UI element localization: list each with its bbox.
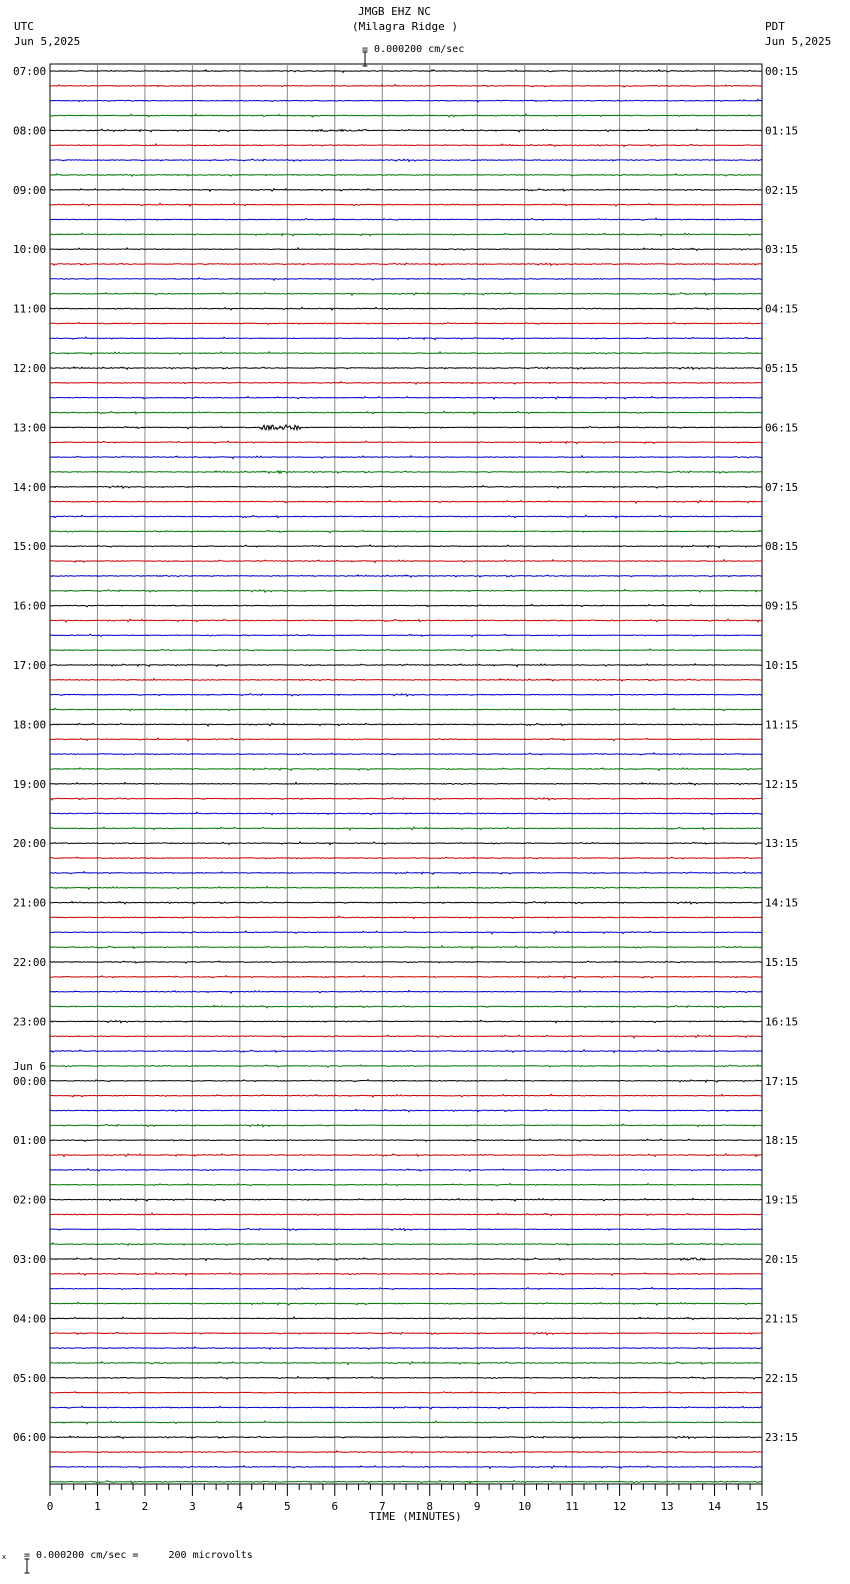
trace-line	[50, 1362, 762, 1365]
trace-line	[50, 590, 762, 593]
trace-line	[50, 1332, 762, 1334]
trace-line	[50, 723, 762, 726]
pdt-hour-label: 10:15	[765, 659, 799, 672]
trace-line	[50, 857, 762, 859]
utc-hour-label: 05:00	[13, 1371, 47, 1385]
utc-hour-label: 02:00	[13, 1193, 47, 1207]
trace-line	[50, 1302, 762, 1305]
site-subtitle: (Milagra Ridge )	[352, 20, 458, 33]
trace-line	[50, 530, 762, 532]
trace-line	[50, 1213, 762, 1216]
footer-scale-label: = 0.000200 cm/sec = 200 microvolts	[24, 1550, 253, 1561]
trace-line	[50, 456, 762, 459]
trace-line	[50, 1480, 762, 1483]
trace-line	[50, 1094, 762, 1097]
trace-line	[50, 604, 762, 606]
trace-line	[50, 337, 762, 340]
utc-hour-label: 07:00	[13, 65, 47, 78]
pdt-hour-label: 23:15	[765, 1431, 799, 1445]
trace-line	[50, 1377, 762, 1380]
pdt-hour-label: 03:15	[765, 243, 799, 257]
trace-line	[50, 1258, 762, 1261]
pdt-hour-label: 02:15	[765, 183, 799, 197]
trace-line	[50, 961, 762, 963]
trace-line	[50, 931, 762, 934]
utc-hour-label: 17:00	[13, 659, 47, 672]
trace-line	[50, 1005, 762, 1007]
utc-hour-label: 23:00	[13, 1015, 47, 1029]
pdt-hour-label: 06:15	[765, 421, 799, 435]
trace-line	[50, 1050, 762, 1053]
trace-line	[50, 946, 762, 949]
utc-hour-label: 13:00	[13, 421, 47, 435]
trace-line	[50, 664, 762, 667]
pdt-hour-label: 21:15	[765, 1312, 799, 1326]
trace-line	[50, 203, 762, 206]
trace-line	[50, 1287, 762, 1289]
trace-line	[50, 708, 762, 711]
trace-line	[50, 990, 762, 993]
trace-line	[50, 768, 762, 771]
utc-hour-label: 21:00	[13, 896, 47, 910]
x-tick-label: 2	[141, 1500, 149, 1513]
x-tick-label: 13	[660, 1500, 674, 1513]
pdt-hour-label: 17:15	[765, 1074, 799, 1088]
trace-line	[50, 1436, 762, 1439]
trace-line	[50, 1198, 762, 1201]
trace-line	[50, 1139, 762, 1141]
pdt-hour-label: 13:15	[765, 837, 799, 851]
trace-line	[50, 1243, 762, 1246]
x-tick-label: 10	[518, 1500, 532, 1513]
x-tick-label: 0	[46, 1500, 54, 1513]
utc-hour-label: 06:00	[13, 1431, 47, 1445]
trace-line	[50, 144, 762, 147]
trace-line	[50, 842, 762, 845]
pdt-hour-label: 00:15	[765, 65, 799, 78]
utc-hour-label: 10:00	[13, 243, 47, 257]
pdt-hour-label: 20:15	[765, 1253, 799, 1266]
trace-line	[50, 902, 762, 905]
utc-hour-label: 14:00	[13, 480, 47, 494]
trace-line	[50, 872, 762, 875]
trace-line	[50, 159, 762, 161]
x-tick-label: 11	[565, 1500, 579, 1513]
pdt-hour-label: 18:15	[765, 1134, 799, 1148]
pdt-hour-label: 19:15	[765, 1193, 799, 1207]
x-tick-label: 14	[707, 1500, 722, 1513]
trace-line	[50, 129, 762, 132]
trace-line	[50, 218, 762, 220]
x-tick-label: 15	[755, 1500, 769, 1513]
pdt-hour-label: 04:15	[765, 302, 799, 316]
x-axis-title: TIME (MINUTES)	[369, 1510, 462, 1523]
trace-line	[50, 411, 762, 414]
utc-hour-label: 01:00	[13, 1134, 47, 1148]
pdt-hour-label: 15:15	[765, 956, 799, 969]
pdt-hour-label: 01:15	[765, 124, 799, 138]
x-tick-label: 3	[189, 1500, 196, 1513]
trace-line	[50, 189, 762, 192]
trace-line	[50, 174, 762, 177]
x-tick-label: 12	[612, 1500, 627, 1513]
trace-line	[50, 352, 762, 355]
trace-line	[50, 679, 762, 682]
utc-zone-label: UTC	[14, 20, 34, 33]
pdt-hour-label: 12:15	[765, 777, 799, 791]
trace-line	[50, 425, 762, 430]
utc-hour-label: 08:00	[13, 124, 47, 138]
utc-hour-label: 16:00	[13, 599, 47, 613]
trace-line	[50, 441, 762, 444]
trace-line	[50, 694, 762, 696]
x-tick-label: 6	[331, 1500, 339, 1513]
trace-line	[50, 619, 762, 622]
trace-line	[50, 397, 762, 400]
trace-line	[50, 649, 762, 651]
trace-line	[50, 248, 762, 251]
trace-line	[50, 976, 762, 979]
utc-hour-label: 09:00	[13, 183, 47, 197]
trace-line	[50, 1020, 762, 1023]
trace-line	[50, 798, 762, 800]
trace-line	[50, 293, 762, 296]
trace-line	[50, 486, 762, 489]
trace-line	[50, 85, 762, 87]
x-tick-label: 5	[284, 1500, 291, 1513]
station-title: JMGB EHZ NC	[358, 5, 431, 18]
plot-frame	[50, 64, 762, 1484]
trace-line	[50, 1451, 762, 1454]
pdt-hour-label: 11:15	[765, 718, 799, 732]
trace-line	[50, 114, 762, 117]
footer-mark: x	[2, 1553, 7, 1561]
pdt-hour-label: 09:15	[765, 599, 799, 613]
day-change-label: Jun 6	[13, 1059, 47, 1073]
x-tick-label: 1	[94, 1500, 101, 1513]
trace-line	[50, 278, 762, 281]
utc-hour-label: 03:00	[13, 1253, 47, 1266]
trace-line	[50, 1065, 762, 1067]
trace-line	[50, 738, 762, 741]
pdt-hour-label: 22:15	[765, 1371, 799, 1385]
scale-label: = 0.000200 cm/sec	[362, 44, 465, 55]
utc-hour-label: 19:00	[13, 777, 47, 791]
trace-line	[50, 382, 762, 385]
utc-hour-label: 00:00	[13, 1074, 47, 1088]
trace-line	[50, 545, 762, 548]
trace-line	[50, 916, 762, 919]
trace-line	[50, 1347, 762, 1350]
trace-line	[50, 886, 762, 889]
x-tick-label: 7	[378, 1500, 386, 1513]
trace-line	[50, 1109, 762, 1111]
utc-hour-label: 20:00	[13, 837, 47, 851]
trace-line	[50, 1184, 762, 1186]
footer-scale-bar-icon	[11, 1545, 17, 1561]
pdt-date-label: Jun 5,2025	[765, 35, 832, 48]
x-tick-label: 9	[473, 1500, 481, 1513]
trace-line	[50, 471, 762, 473]
trace-line	[50, 1273, 762, 1276]
trace-line	[50, 307, 762, 310]
utc-hour-label: 18:00	[13, 718, 47, 732]
trace-line	[50, 1124, 762, 1127]
seismic-traces	[50, 70, 762, 1484]
trace-line	[50, 323, 762, 325]
trace-line	[50, 515, 762, 518]
trace-line	[50, 501, 762, 504]
utc-date-label: Jun 5,2025	[14, 35, 81, 48]
pdt-hour-label: 07:15	[765, 480, 799, 494]
trace-line	[50, 233, 762, 236]
plot-grid	[50, 64, 762, 1484]
trace-line	[50, 1421, 762, 1424]
trace-line	[50, 753, 762, 755]
trace-line	[50, 1035, 762, 1038]
trace-line	[50, 367, 762, 370]
pdt-hour-label: 16:15	[765, 1015, 799, 1029]
trace-line	[50, 812, 762, 815]
pdt-hour-label: 08:15	[765, 540, 799, 554]
trace-line	[50, 70, 762, 73]
trace-line	[50, 99, 762, 102]
utc-hour-label: 15:00	[13, 540, 47, 554]
pdt-hour-label: 05:15	[765, 362, 799, 375]
trace-line	[50, 634, 762, 637]
utc-hour-label: 22:00	[13, 956, 47, 969]
trace-line	[50, 1317, 762, 1320]
trace-line	[50, 827, 762, 830]
trace-line	[50, 1466, 762, 1469]
trace-line	[50, 560, 762, 563]
utc-hour-label: 11:00	[13, 302, 47, 316]
time-axis	[47, 1484, 769, 1513]
trace-line	[50, 782, 762, 785]
x-tick-label: 4	[236, 1500, 244, 1513]
trace-line	[50, 1228, 762, 1230]
trace-line	[50, 1080, 762, 1083]
pdt-zone-label: PDT	[765, 20, 785, 33]
pdt-hour-label: 14:15	[765, 896, 799, 910]
trace-line	[50, 1406, 762, 1409]
trace-line	[50, 1169, 762, 1172]
scale-bar-icon	[349, 38, 355, 54]
trace-line	[50, 575, 762, 577]
utc-hour-label: 04:00	[13, 1312, 47, 1326]
trace-line	[50, 263, 762, 265]
trace-line	[50, 1392, 762, 1394]
utc-hour-label: 12:00	[13, 362, 47, 375]
trace-line	[50, 1154, 762, 1157]
x-tick-label: 8	[426, 1500, 434, 1513]
